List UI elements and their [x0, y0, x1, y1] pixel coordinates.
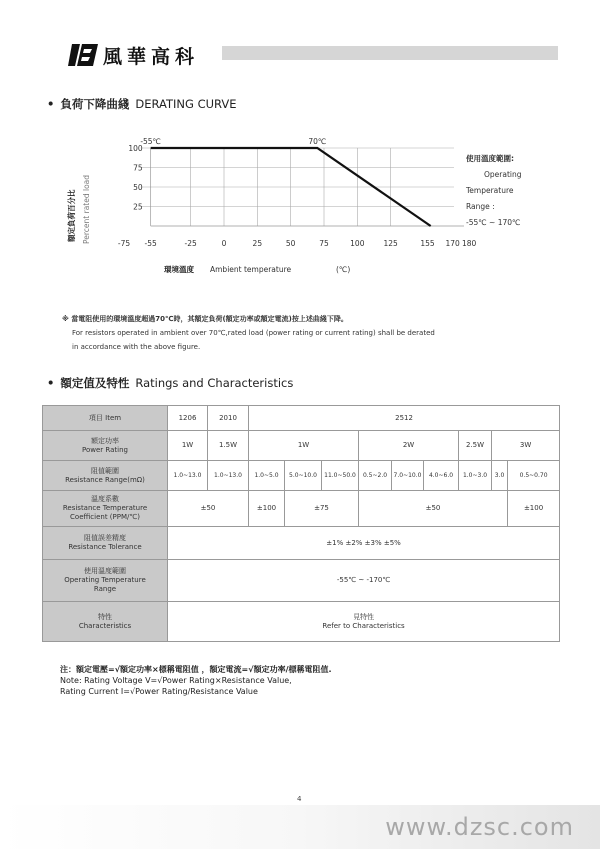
x-tick-label: 0 — [221, 239, 227, 248]
y-tick-label: 50 — [133, 183, 143, 192]
section-title-derating — [47, 96, 237, 112]
label-en: Range — [93, 585, 117, 593]
footnote-cn: 注：額定電壓=√額定功率×標稱電阻值 ，額定電流=√額定功率/標稱電阻值. — [60, 665, 332, 674]
footnote — [60, 664, 332, 697]
power-rating-label — [43, 431, 168, 461]
page-number: 4 — [297, 795, 302, 803]
table-row — [43, 406, 560, 431]
x-tick-label: 75 — [319, 239, 329, 248]
label-en: Power Rating — [82, 445, 128, 454]
footnote-en1: Note: Rating Voltage V=√Power Rating×Resistance Value, — [60, 676, 292, 685]
watermark-band — [0, 805, 600, 849]
temp-range-legend — [466, 151, 522, 231]
chart-ylabel-cn: 額定負荷百分比 — [67, 189, 76, 242]
label-cn: 額定功率 — [91, 436, 119, 445]
legend-cn: 使用溫度範圍: — [466, 154, 514, 163]
chart-annotation: -55℃ — [140, 137, 162, 146]
char-value-en: Refer to Characteristics — [322, 621, 405, 630]
table-row — [43, 461, 560, 491]
footnote-en2: Rating Current I=√Power Rating/Resistance Value — [60, 687, 258, 696]
table-row — [43, 491, 560, 527]
label-en: Operating Temperature — [64, 576, 146, 584]
operating-temp-label — [43, 560, 168, 602]
y-tick-label: 25 — [133, 202, 143, 212]
x-tick-label: 100 — [350, 239, 365, 248]
chart-xlabel-en: Ambient temperature — [210, 265, 292, 274]
table-cell: 1W — [168, 431, 208, 461]
table-cell: 5.0~10.0 — [285, 461, 322, 491]
legend-en1: Operating — [484, 170, 522, 179]
x-tick-label: -25 — [184, 239, 197, 248]
legend-en3: Range : — [466, 202, 495, 211]
table-cell: 1.0~13.0 — [168, 461, 208, 491]
label-en: Resistance Temperature — [62, 504, 148, 512]
table-cell: 1.5W — [208, 431, 249, 461]
ratings-table — [42, 405, 560, 642]
table-cell: -55℃ ~ -170℃ — [168, 560, 560, 602]
table-cell: ±50 — [359, 491, 508, 527]
bullet: • — [47, 376, 55, 390]
bullet: • — [47, 97, 55, 111]
derating-chart — [60, 130, 480, 280]
table-cell: 1W — [249, 431, 359, 461]
table-row — [43, 527, 560, 560]
label-en: Characteristics — [78, 621, 132, 630]
label-en: Resistance Tolerance — [68, 543, 142, 551]
section-title-cn: 額定值及特性 — [60, 376, 130, 390]
x-tick-label: 155 — [420, 239, 435, 248]
watermark-text: www.dzsc.com — [385, 813, 574, 841]
label-cn: 特性 — [98, 612, 112, 621]
table-cell: 7.0~10.0 — [392, 461, 424, 491]
chart-ylabel-en: Percent rated load — [82, 174, 91, 244]
brand-name: 風華高科 — [103, 46, 200, 68]
table-cell: 2.5W — [459, 431, 492, 461]
label-cn: 阻值誤差精度 — [84, 534, 126, 542]
label-en: Coefficient (PPM/℃) — [70, 513, 140, 521]
x-tick-label: -55 — [144, 239, 157, 248]
table-cell: ±75 — [285, 491, 359, 527]
legend-en2: Temperature — [466, 186, 514, 195]
section-title-cn: 負荷下降曲綫 — [60, 97, 130, 111]
size-1206: 1206 — [168, 406, 208, 431]
table-cell: 3.0 — [492, 461, 508, 491]
table-cell: ±1% ±2% ±3% ±5% — [168, 527, 560, 560]
char-value-cn: 見特性 — [353, 612, 375, 621]
label-en: Resistance Range(mΩ) — [65, 475, 145, 484]
table-cell: 0.5~2.0 — [359, 461, 392, 491]
table-cell: 11.0~50.0 — [322, 461, 359, 491]
legend-range: -55℃ ~ 170℃ — [466, 218, 521, 227]
size-2512: 2512 — [249, 406, 560, 431]
x-tick-label: -75 — [117, 239, 131, 248]
y-tick-label: 75 — [133, 163, 143, 173]
label-cn: 使用溫度範圍 — [84, 567, 126, 575]
table-cell — [168, 602, 560, 642]
x-tick-label: 125 — [383, 239, 398, 248]
label-cn: 阻值範圍 — [91, 466, 119, 475]
chart-xlabel-cn: 環境溫度 — [164, 265, 194, 274]
tolerance-label — [43, 527, 168, 560]
resistance-range-label — [43, 461, 168, 491]
section-title-ratings — [47, 375, 293, 391]
label-cn: 溫度系數 — [91, 495, 119, 503]
x-tick-label: 170 — [445, 239, 460, 248]
table-cell: ±100 — [249, 491, 285, 527]
table-row — [43, 431, 560, 461]
table-cell: 1.0~13.0 — [208, 461, 249, 491]
characteristics-label — [43, 602, 168, 642]
section-title-en: DERATING CURVE — [135, 97, 237, 111]
x-tick-label: 50 — [285, 239, 296, 248]
company-logo-icon — [68, 44, 98, 66]
table-cell: ±100 — [508, 491, 560, 527]
derating-note — [62, 312, 542, 354]
size-2010: 2010 — [208, 406, 249, 431]
table-cell: 1.0~5.0 — [249, 461, 285, 491]
header-bar — [222, 46, 558, 60]
table-cell: 0.5~0.70 — [508, 461, 560, 491]
table-row — [43, 602, 560, 642]
y-tick-label: 100 — [128, 144, 143, 153]
table-cell: 1.0~3.0 — [459, 461, 492, 491]
table-row — [43, 560, 560, 602]
x-tick-label: 25 — [252, 239, 263, 248]
table-cell: 3W — [492, 431, 560, 461]
item-header: 項目 Item — [43, 406, 168, 431]
note-en2: in accordance with the above figure. — [72, 343, 201, 351]
chart-annotation: 70℃ — [308, 137, 327, 146]
section-title-en: Ratings and Characteristics — [135, 376, 294, 390]
table-cell: 4.0~6.0 — [424, 461, 459, 491]
table-cell: 2W — [359, 431, 459, 461]
table-cell: ±50 — [168, 491, 249, 527]
chart-xlabel-unit: (℃) — [336, 265, 351, 274]
note-cn: ※ 當電阻使用的環境溫度超過70℃時，其額定負荷(額定功率或額定電流)按上述曲綫下降。 — [62, 315, 348, 323]
note-en1: For resistors operated in ambient over 70℃,rated load (power rating or current rating) shall be derated — [72, 329, 435, 337]
x-tick-label: 180 — [462, 239, 477, 248]
tcr-label — [43, 491, 168, 527]
